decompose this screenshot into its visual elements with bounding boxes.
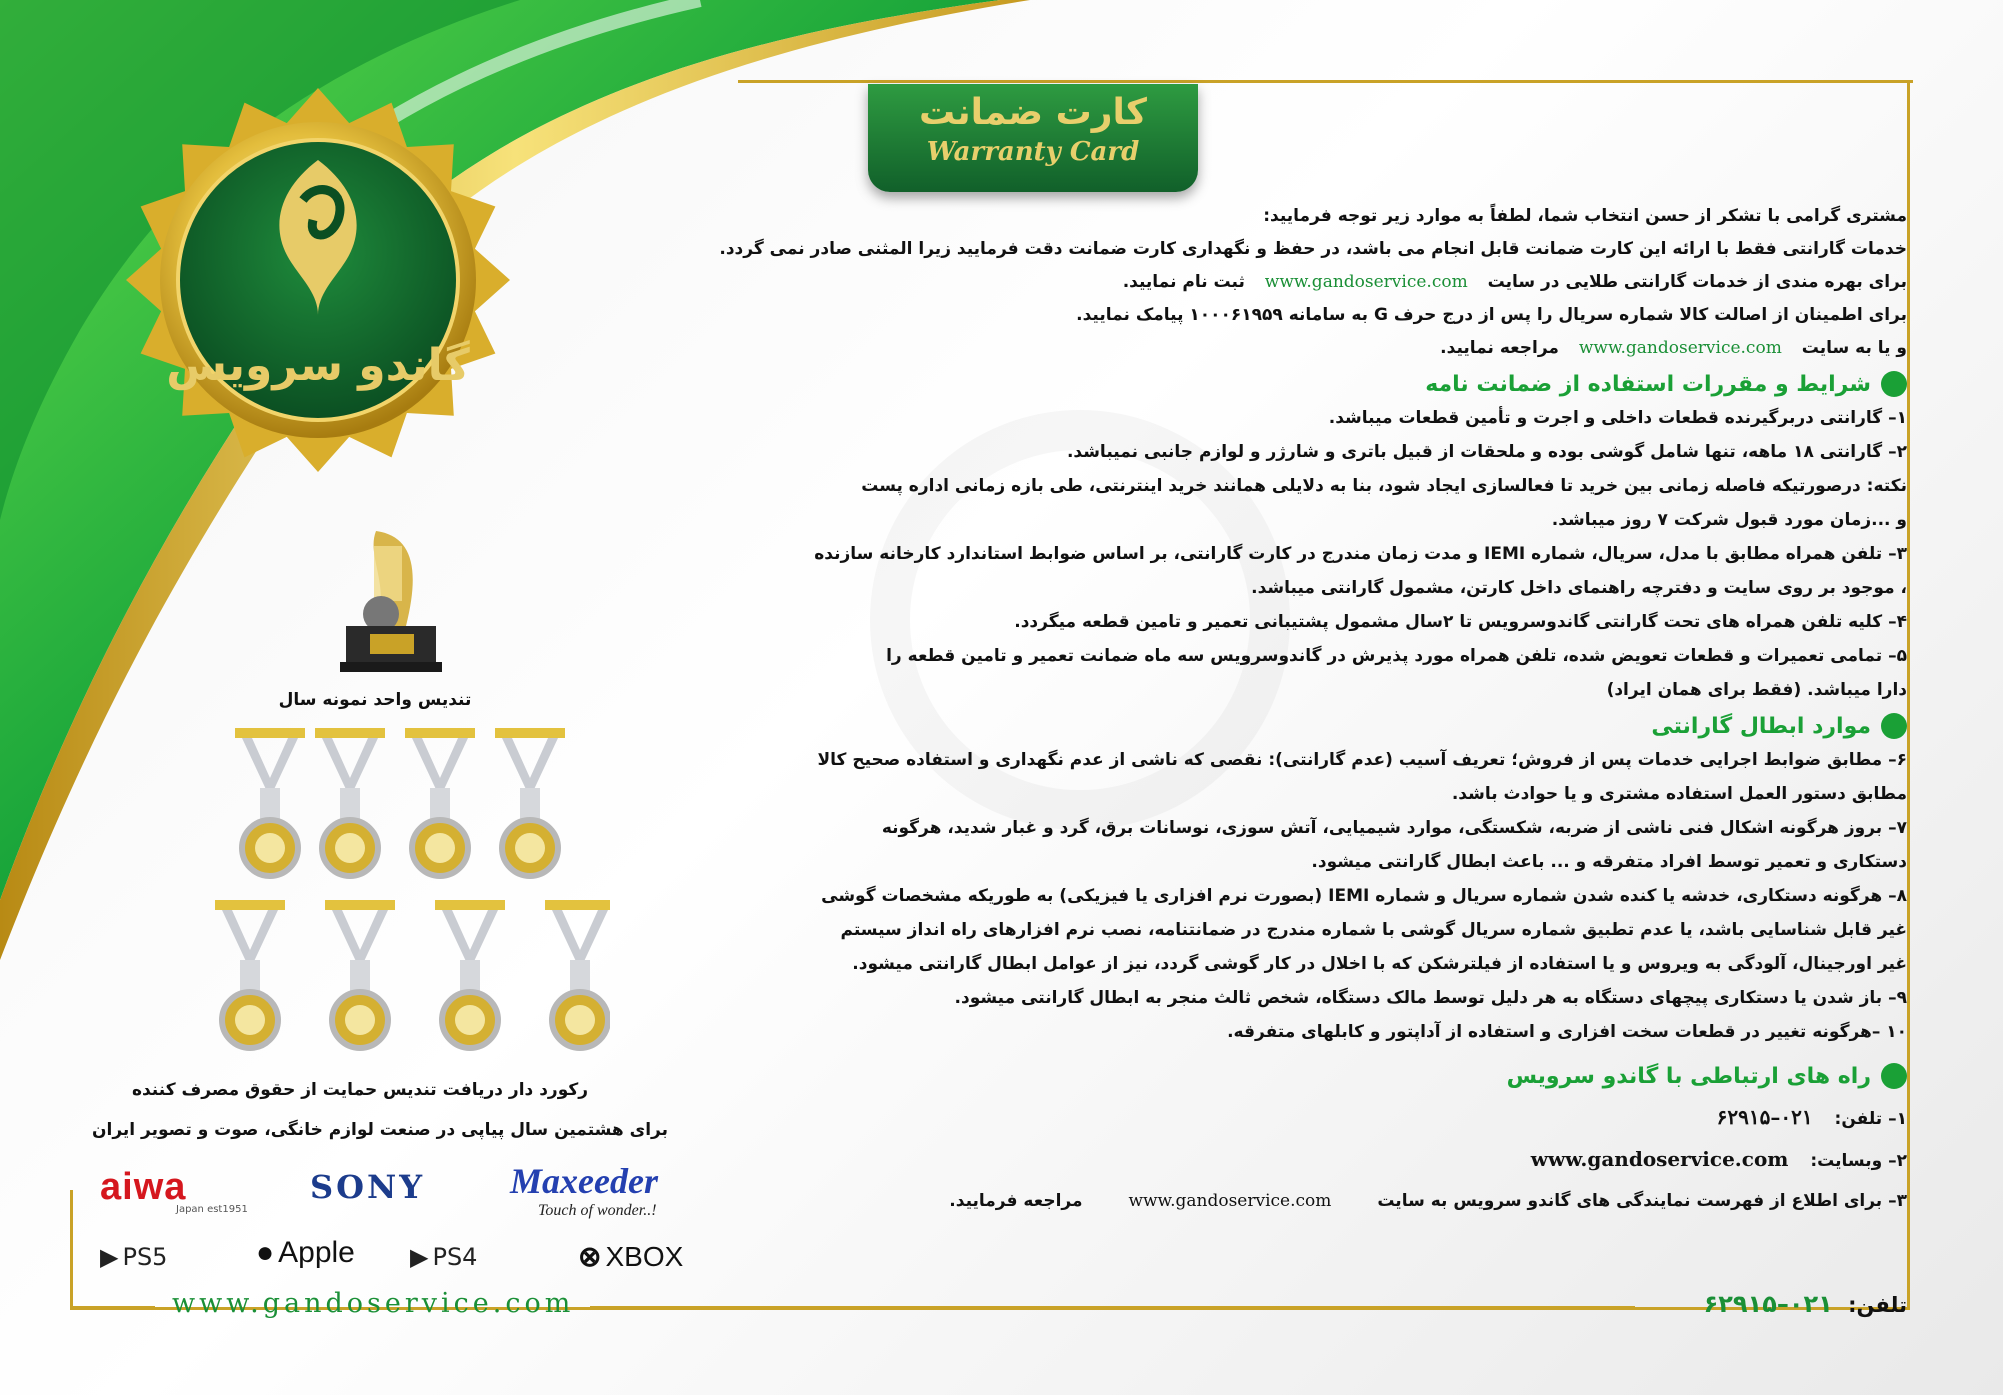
contact-agents-site-link[interactable]: www.gandoservice.com <box>1128 1191 1332 1211</box>
logo-text: گاندو سرویس <box>166 340 470 391</box>
contact-agents-text-after: مراجعه فرمایید. <box>949 1191 1083 1211</box>
trophy-icon <box>336 526 446 676</box>
title-persian: کارت ضمانت <box>919 92 1147 133</box>
terms-item: ۱– گارانتی دربرگیرنده قطعات داخلی و اجرت و تأمین قطعات میباشد. <box>1328 408 1907 428</box>
intro-line-4: برای اطمینان از اصالت کالا شماره سریال را پس از درج حرف G به سامانه ۱۰۰۰۶۱۹۵۹ پیامک نمایید. <box>1076 305 1907 325</box>
trophy-caption: تندیس واحد نمونه سال <box>278 690 472 710</box>
contact-phone-label: ۱– تلفن: <box>1834 1109 1907 1129</box>
terms-item: نکته: درصورتیکه فاصله زمانی بین خرید تا فعالسازی ایجاد شود، بنا به دلایلی همانند خرید اینترنتی، طی بازه زمانی اداره پست <box>861 476 1907 496</box>
bullet-dot-icon <box>1881 371 1907 397</box>
void-item: مطابق دستور العمل استفاده مشتری و یا حوادث باشد. <box>1451 784 1907 804</box>
intro-site-link[interactable]: www.gandoservice.com <box>1264 272 1468 292</box>
award-statue <box>405 728 475 876</box>
award-statue <box>495 728 565 876</box>
apple-logo <box>256 1236 355 1270</box>
award-statue <box>435 900 505 1048</box>
intro-line-5-text-before: و یا به سایت <box>1801 338 1907 358</box>
frame-left-line <box>70 1190 73 1308</box>
apple-icon: ● <box>256 1236 275 1269</box>
footer-phone <box>1704 1290 1907 1318</box>
playstation-icon: ▶ <box>410 1243 429 1271</box>
terms-item: ۳– تلفن همراه مطابق با مدل، سریال، شماره IEMI و مدت زمان مندرج در کارت گارانتی، بر اساس ضوابط استاندارد کارخانه سازنده <box>814 544 1907 564</box>
intro-line-2: خدمات گارانتی فقط با ارائه این کارت ضمانت قابل انجام می باشد، در حفظ و نگهداری کارت ضمانت دقت فرمایید زیرا المثنی صادر نمی گردد. <box>719 239 1907 259</box>
awards-caption-1: رکورد دار دریافت تندیس حمایت از حقوق مصرف کننده <box>131 1080 589 1100</box>
void-item: ۸– هرگونه دستکاری، خدشه یا کنده شدن شماره سریال و شماره IEMI (بصورت نرم افزاری یا فیزیکی) به طوریکه مشخصات گوشی <box>821 886 1907 906</box>
ps5-logo <box>100 1243 167 1271</box>
aiwa-tagline: Japan est1951 <box>176 1204 248 1215</box>
title-english: Warranty Card <box>926 137 1140 167</box>
contact-agents-row <box>737 1181 1907 1221</box>
awards-caption-2: برای هشتمین سال پیاپی در صنعت لوازم خانگی، صوت و تصویر ایران <box>91 1120 669 1140</box>
void-section-header <box>737 713 1907 739</box>
terms-item: ۲– گارانتی ۱۸ ماهه، تنها شامل گوشی بوده و ملحقات از قبیل باتری و شارژر و لوازم جانبی نمیباشد. <box>1066 442 1907 462</box>
award-statue <box>215 900 285 1048</box>
frame-bottom-line-left <box>70 1306 155 1309</box>
xbox-icon: ⊗ <box>578 1241 602 1272</box>
warranty-content <box>719 200 1907 1221</box>
maxeeder-logo: Maxeeder <box>510 1161 658 1201</box>
intro-line-5-text-after: مراجعه نمایید. <box>1440 338 1559 358</box>
award-statue <box>545 900 610 1048</box>
contact-phone-value: ۰۲۱–۶۲۹۱۵ <box>1716 1105 1813 1129</box>
ps4-label: PS4 <box>432 1243 478 1271</box>
void-item: غیر قابل شناسایی باشد، یا عدم تطبیق شماره سریال گوشی با شماره مندرج در ضمانتنامه، نصب نرم افزارهای راه انداز سیستم <box>840 920 1907 940</box>
contact-section-header <box>737 1063 1907 1089</box>
contact-agents-text-before: ۳– برای اطلاع از فهرست نمایندگی های گاندو سرویس به سایت <box>1377 1191 1907 1211</box>
xbox-label: XBOX <box>605 1241 684 1272</box>
contact-phone-row <box>737 1097 1907 1139</box>
terms-item: ۵– تمامی تعمیرات و قطعات تعویض شده، تلفن همراه مورد پذیرش در گاندوسرویس سه ماه ضمانت تعمیر و تامین قطعه را <box>886 646 1907 666</box>
sony-logo: SONY <box>310 1168 426 1206</box>
footer-phone-label: تلفن: <box>1848 1293 1907 1317</box>
terms-item: ، موجود بر روی سایت و دفترچه راهنمای داخل کارتن، مشمول گارانتی میباشد. <box>1251 578 1907 598</box>
contact-site-row <box>737 1139 1907 1181</box>
terms-item: و ...زمان مورد قبول شرکت ۷ روز میباشد. <box>1551 510 1907 530</box>
void-item: ۱۰ –هرگونه تغییر در قطعات سخت افزاری و استفاده از آداپتور و کابلهای متفرقه. <box>1227 1022 1907 1042</box>
aiwa-logo: aiwa <box>100 1166 187 1208</box>
ps5-label: PS5 <box>122 1243 168 1271</box>
bullet-dot-icon <box>1881 713 1907 739</box>
contact-site-link[interactable]: www.gandoservice.com <box>1530 1147 1789 1171</box>
award-statue <box>325 900 395 1048</box>
xbox-logo <box>578 1240 683 1273</box>
terms-item: دارا میباشد. (فقط برای همان ایراد) <box>1606 680 1907 700</box>
contact-section-title: راه های ارتباطی با گاندو سرویس <box>1506 1063 1871 1089</box>
gando-seal-logo <box>118 80 518 480</box>
apple-label: Apple <box>278 1236 355 1269</box>
terms-item: ۴– کلیه تلفن همراه های تحت گارانتی گاندوسرویس تا ۲سال مشمول پشتیبانی تعمیر و تامین قطعه میگردد. <box>1014 612 1907 632</box>
ps4-logo <box>410 1243 477 1271</box>
intro-line-3-text-before: برای بهره مندی از خدمات گارانتی طلایی در سایت <box>1487 272 1907 292</box>
awards-grid <box>210 728 610 1068</box>
terms-section-title: شرایط و مقررات استفاده از ضمانت نامه <box>1425 371 1871 397</box>
intro-line-3 <box>737 266 1907 299</box>
terms-section-header <box>737 371 1907 397</box>
intro-line-5 <box>737 332 1907 365</box>
award-statue <box>315 728 385 876</box>
intro-line-3-text-after: ثبت نام نمایید. <box>1122 272 1245 292</box>
frame-bottom-line-mid <box>590 1306 1635 1309</box>
award-statue <box>235 728 305 876</box>
intro-site-link-2[interactable]: www.gandoservice.com <box>1578 338 1782 358</box>
void-item: ۷– بروز هرگونه اشکال فنی ناشی از ضربه، شکستگی، موارد شیمیایی، آتش سوزی، نوسانات برق، گرد و غبار شدید، هرگونه <box>881 818 1907 838</box>
contact-site-label: ۲– وبسایت: <box>1810 1151 1907 1171</box>
void-section-title: موارد ابطال گارانتی <box>1651 713 1871 739</box>
void-item: غیر اورجینال، آلودگی به ویروس و یا استفاده از فیلترشکن که با اخلال در کار گوشی گردد، نیز از عوامل ابطال گارانتی میشود. <box>852 954 1907 974</box>
void-item: دستکاری و تعمیر توسط افراد متفرقه و ... باعث ابطال گارانتی میشود. <box>1311 852 1907 872</box>
footer-website[interactable]: www.gandoservice.com <box>172 1288 575 1319</box>
void-item: ۹– باز شدن یا دستکاری پیچهای دستگاه به هر دلیل توسط مالک دستگاه، شخص ثالث منجر به ابطال گارانتی میشود. <box>954 988 1907 1008</box>
intro-line-1: مشتری گرامی با تشکر از حسن انتخاب شما، لطفاً به موارد زیر توجه فرمایید: <box>1263 206 1907 226</box>
footer-phone-number: ۰۲۱–۶۲۹۱۵ <box>1703 1290 1833 1318</box>
warranty-card-title-badge <box>868 84 1198 192</box>
void-item: ۶– مطابق ضوابط اجرایی خدمات پس از فروش؛ تعریف آسیب (عدم گارانتی): نقصی که ناشی از عدم نگهداری و استفاده صحیح کالا <box>817 750 1907 770</box>
maxeeder-tagline: Touch of wonder..! <box>538 1202 657 1219</box>
playstation-icon: ▶ <box>100 1243 119 1271</box>
bullet-dot-icon <box>1881 1063 1907 1089</box>
